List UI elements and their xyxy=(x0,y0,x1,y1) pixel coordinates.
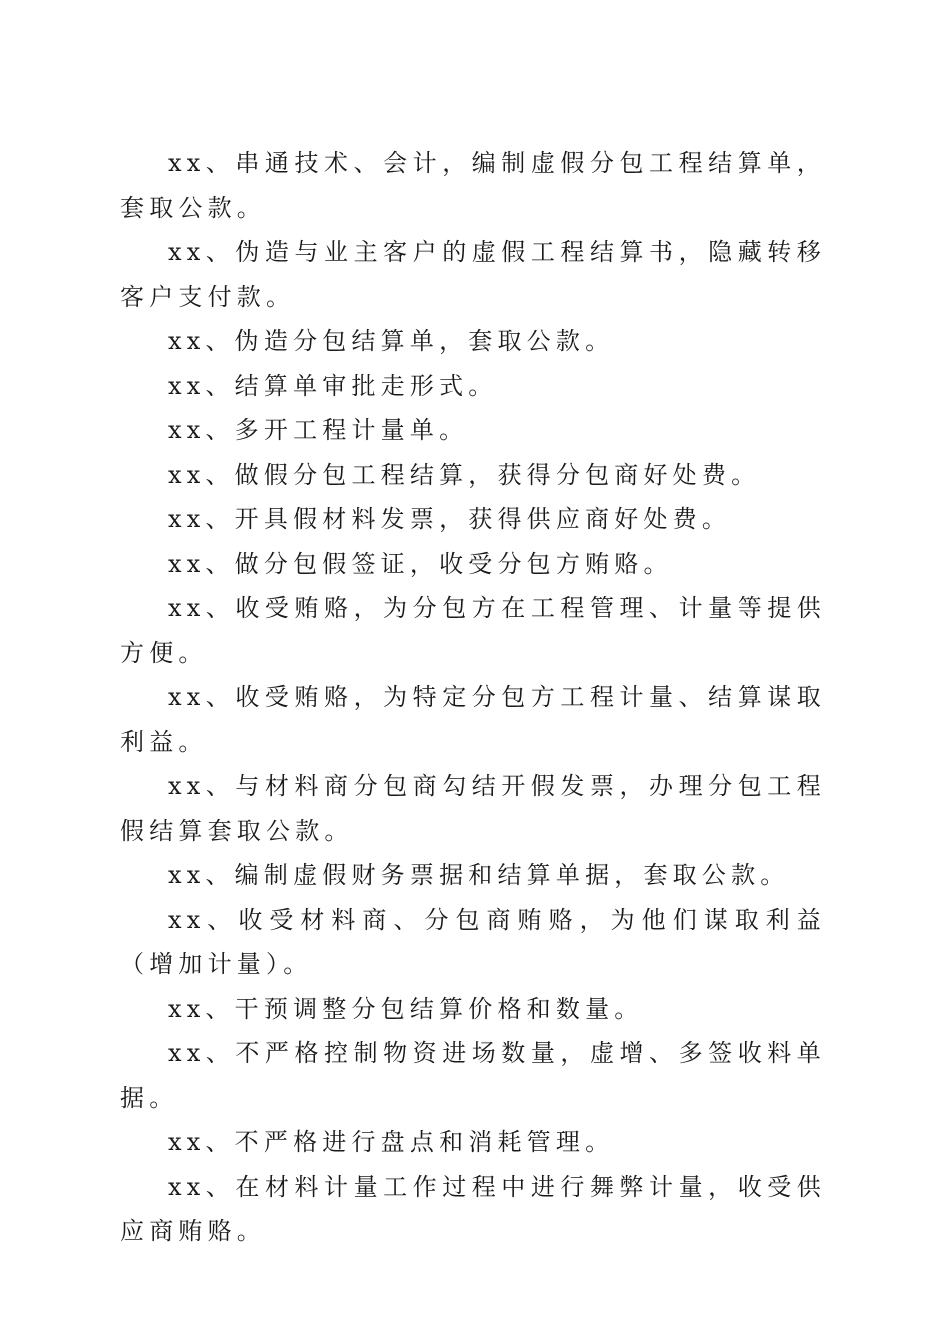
paragraph: xx、多开工程计量单。 xyxy=(168,416,469,444)
paragraph: xx、干预调整分包结算价格和数量。 xyxy=(168,994,644,1023)
paragraph: xx、在材料计量工作过程中进行舞弊计量，收受供应商贿赂。 xyxy=(120,1172,826,1245)
paragraph: xx、收受贿赂，为特定分包方工程计量、结算谋取利益。 xyxy=(120,683,826,756)
paragraph: xx、结算单审批走形式。 xyxy=(168,371,498,400)
paragraph: xx、不严格控制物资进场数量，虚增、多签收料单据。 xyxy=(120,1039,826,1112)
paragraph: xx、收受材料商、分包商贿赂，为他们谋取利益（增加计量）。 xyxy=(120,905,826,978)
paragraph: xx、做分包假签证，收受分包方贿赂。 xyxy=(168,549,673,578)
paragraph: xx、伪造与业主客户的虚假工程结算书，隐藏转移客户支付款。 xyxy=(120,238,826,311)
paragraph: xx、编制虚假财务票据和结算单据，套取公款。 xyxy=(168,861,790,889)
paragraph: xx、不严格进行盘点和消耗管理。 xyxy=(168,1128,615,1156)
paragraph: xx、做假分包工程结算，获得分包商好处费。 xyxy=(168,460,761,489)
paragraph: xx、串通技术、会计，编制虚假分包工程结算单，套取公款。 xyxy=(120,149,826,222)
paragraph: xx、开具假材料发票，获得供应商好处费。 xyxy=(168,505,732,533)
paragraph: xx、伪造分包结算单，套取公款。 xyxy=(168,327,615,355)
paragraph: xx、收受贿赂，为分包方在工程管理、计量等提供方便。 xyxy=(120,594,826,667)
document-body xyxy=(120,141,826,1254)
paragraph: xx、与材料商分包商勾结开假发票，办理分包工程假结算套取公款。 xyxy=(120,772,826,845)
